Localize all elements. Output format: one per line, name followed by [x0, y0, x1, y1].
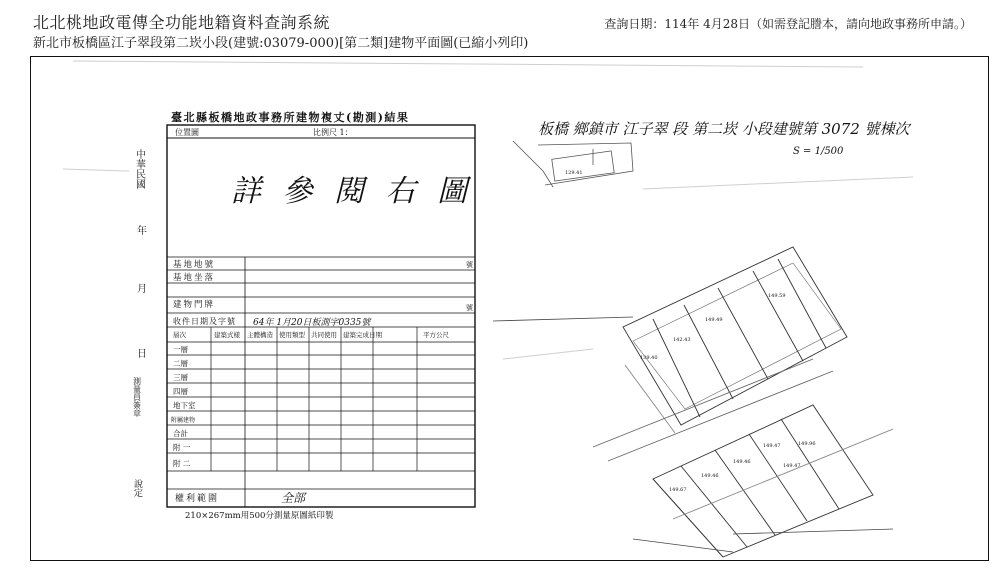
- plan-drawing: [493, 120, 912, 557]
- floor-1: 一層: [173, 345, 188, 354]
- rights-scope-handwritten: 全部: [281, 491, 306, 505]
- system-title: 北北桃地政電傳全功能地籍資料查詢系統: [33, 13, 331, 32]
- scan-noise: [63, 61, 913, 359]
- form-margin-note: 說定: [132, 479, 142, 497]
- sketch-area-label: 129.41: [565, 170, 583, 176]
- row-building-address: 建物門牌: [173, 300, 216, 310]
- floor-4: 四層: [173, 387, 188, 396]
- form-margin-month: 月: [137, 284, 147, 295]
- area-label-6: 149.46: [701, 473, 719, 479]
- area-label-9: 149.47: [783, 463, 801, 469]
- form-margin-surveyor: 測量員簽章: [132, 377, 142, 417]
- hdr-completion: 建築完成日期: [343, 331, 382, 339]
- form-card: [132, 110, 475, 521]
- floor-annex: 附屬建物: [171, 417, 196, 424]
- row-receipt: 收件日期及字號: [173, 317, 236, 326]
- handwritten-see-right-plan: 詳 參 閱 右 圖: [231, 174, 474, 209]
- plan-heading-handwritten: 板橋 鄉鎮市 江子翠 段 第二崁 小段建號第 3072 號棟次: [538, 120, 910, 138]
- floor-2: 二層: [173, 359, 188, 368]
- plan-scale-handwritten: S = 1/500: [793, 146, 844, 157]
- floor-annex-2: 附 二: [173, 459, 191, 468]
- area-label-5: 149.67: [669, 487, 687, 493]
- area-label-1: 139.40: [640, 355, 658, 361]
- hdr-style: 建築式樣: [214, 331, 240, 339]
- row-land-location: 基地坐落: [173, 273, 216, 283]
- area-label-2: 142.43: [673, 337, 691, 343]
- paper-note: 210×267mm用500分測量原圖紙印製: [185, 511, 334, 521]
- scale-label: 比例尺 1：: [313, 128, 353, 137]
- form-title: 臺北縣板橋地政事務所建物複丈(勘測)結果: [171, 111, 410, 124]
- hdr-shared: 共同使用: [311, 331, 337, 339]
- hdr-area: 平方公尺: [423, 331, 449, 339]
- floor-total: 合計: [173, 429, 188, 438]
- hdr-floor: 層次: [173, 331, 186, 339]
- rights-scope-label: 權利範圍: [175, 494, 220, 504]
- form-margin-day: 日: [137, 349, 147, 360]
- area-label-3: 149.49: [705, 317, 723, 323]
- location-map-label: 位置圖: [175, 128, 199, 137]
- scanned-floor-plan: [33, 59, 986, 558]
- area-label-10: 149.96: [798, 441, 816, 447]
- floor-3: 三層: [173, 373, 188, 382]
- document-subtitle: 新北市板橋區江子翠段第二崁小段(建號:03079-000)[第二類]建物平面圖(已縮小列印): [33, 36, 529, 51]
- hdr-usage: 使用類型: [279, 331, 305, 339]
- form-margin-year-era: 中華民國: [133, 149, 145, 189]
- area-label-7: 149.46: [733, 459, 751, 465]
- hdr-structure: 主體構造: [247, 331, 273, 339]
- row-land-number: 基地地號: [173, 260, 216, 270]
- receipt-handwritten: 64年 1月20日板測字0335號: [253, 318, 371, 328]
- query-date: 查詢日期：114年 4月28日（如需登記謄本，請向地政事務所申請。）: [604, 17, 972, 31]
- floor-basement: 地下室: [173, 401, 196, 410]
- area-label-8: 149.47: [763, 443, 781, 449]
- area-label-4: 149.59: [768, 293, 786, 299]
- row-suffix-2: 號: [466, 304, 473, 312]
- form-margin-year: 年: [137, 226, 147, 237]
- floor-annex-1: 附 一: [173, 443, 191, 452]
- row-suffix-1: 號: [466, 261, 473, 269]
